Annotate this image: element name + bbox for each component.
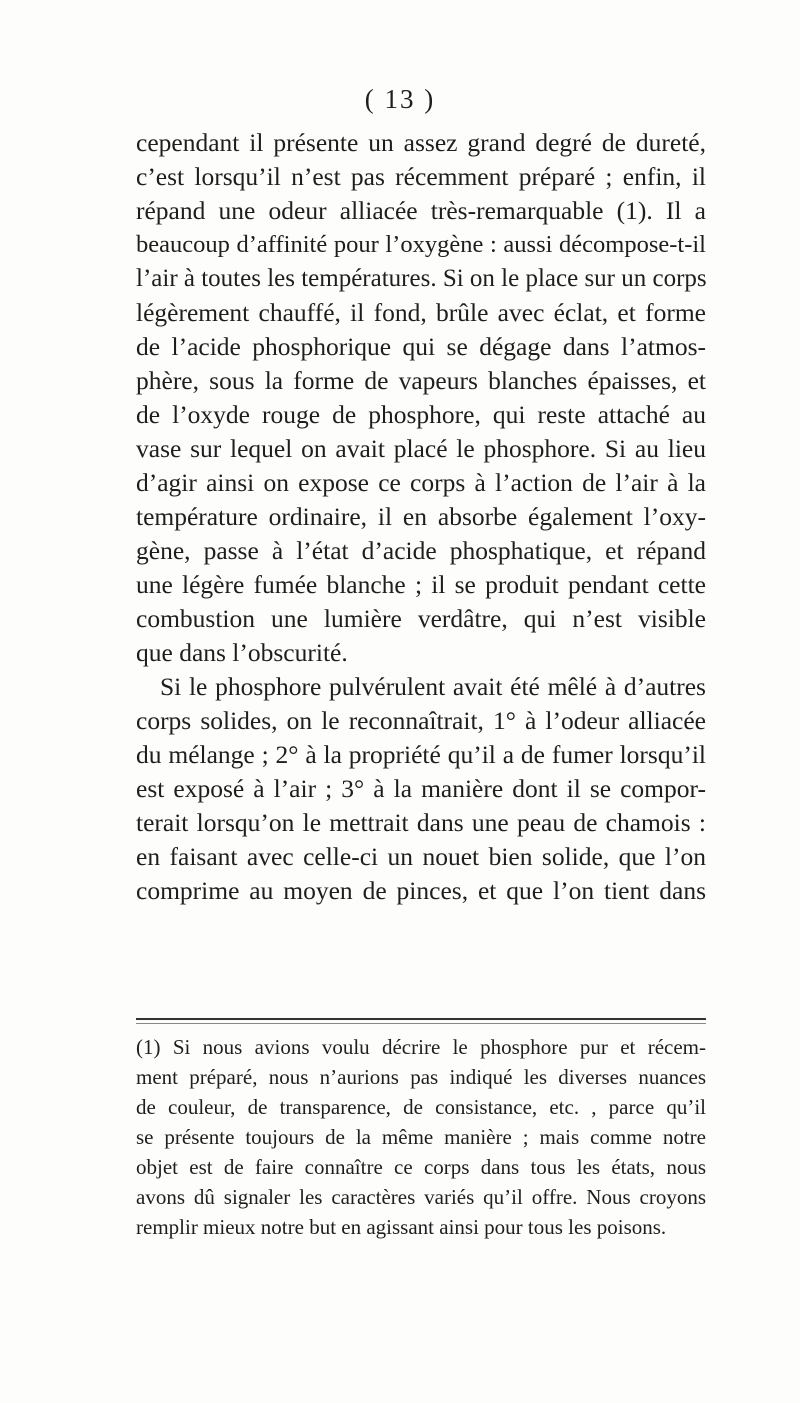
footnote-line: se présente toujours de la même manière ; mais comme notre [136,1125,706,1149]
footnote-rule [136,1018,706,1020]
footnote-rule-thin [136,1023,706,1024]
text-line: comprime au moyen de pinces, et que l’on tient dans [136,876,706,905]
text-line: température ordinaire, il en absorbe également l’oxy- [136,502,706,531]
text-line: du mélange ; 2° à la propriété qu’il a de fumer lorsqu’il [136,740,706,769]
text-line: combustion une lumière verdâtre, qui n’est visible [136,604,706,633]
footnote-line: remplir mieux notre but en agissant ainsi pour tous les poisons. [136,1215,667,1239]
page-number: ( 13 ) [364,84,436,114]
text-line: que dans l’obscurité. [136,638,348,667]
text-line: d’agir ainsi on expose ce corps à l’action de l’air à la [136,468,706,497]
footnote-line: ment préparé, nous n’aurions pas indiqué les diverses nuances [136,1065,706,1089]
text-line: cependant il présente un assez grand degré de dureté, [136,128,706,157]
text-line: phère, sous la forme de vapeurs blanches épaisses, et [136,366,706,395]
text-line: répand une odeur alliacée très-remarquable (1). Il a [136,196,706,225]
text-line: corps solides, on le reconnaîtrait, 1° à l’odeur alliacée [136,706,706,735]
text-line: gène, passe à l’état d’acide phosphatique, et répand [136,536,706,565]
text-line: une légère fumée blanche ; il se produit pendant cette [136,570,706,599]
footnote-line: avons dû signaler les caractères variés qu’il offre. Nous croyons [136,1185,706,1209]
text-line: légèrement chauffé, il fond, brûle avec éclat, et forme [136,298,706,327]
text-line: est exposé à l’air ; 3° à la manière dont il se compor- [136,774,706,803]
text-line: beaucoup d’affinité pour l’oxygène : aussi décompose-t-il [136,231,706,258]
text-line: vase sur lequel on avait placé le phosphore. Si au lieu [136,434,706,463]
text-line: de l’oxyde rouge de phosphore, qui reste attaché au [136,400,706,429]
text-line: terait lorsqu’on le mettrait dans une peau de chamois : [136,808,706,837]
text-line: Si le phosphore pulvérulent avait été mêlé à d’autres [160,672,706,701]
footnote-line: objet est de faire connaître ce corps dans tous les états, nous [136,1155,706,1179]
text-line: l’air à toutes les températures. Si on le place sur un corps [136,265,707,292]
footnote-line: (1) Si nous avions voulu décrire le phosphore pur et récem- [136,1035,706,1059]
text-line: c’est lorsqu’il n’est pas récemment préparé ; enfin, il [136,162,706,191]
text-line: en faisant avec celle-ci un nouet bien solide, que l’on [136,842,706,871]
text-line: de l’acide phosphorique qui se dégage dans l’atmos- [136,332,706,361]
footnote-line: de couleur, de transparence, de consistance, etc. , parce qu’il [136,1095,706,1119]
